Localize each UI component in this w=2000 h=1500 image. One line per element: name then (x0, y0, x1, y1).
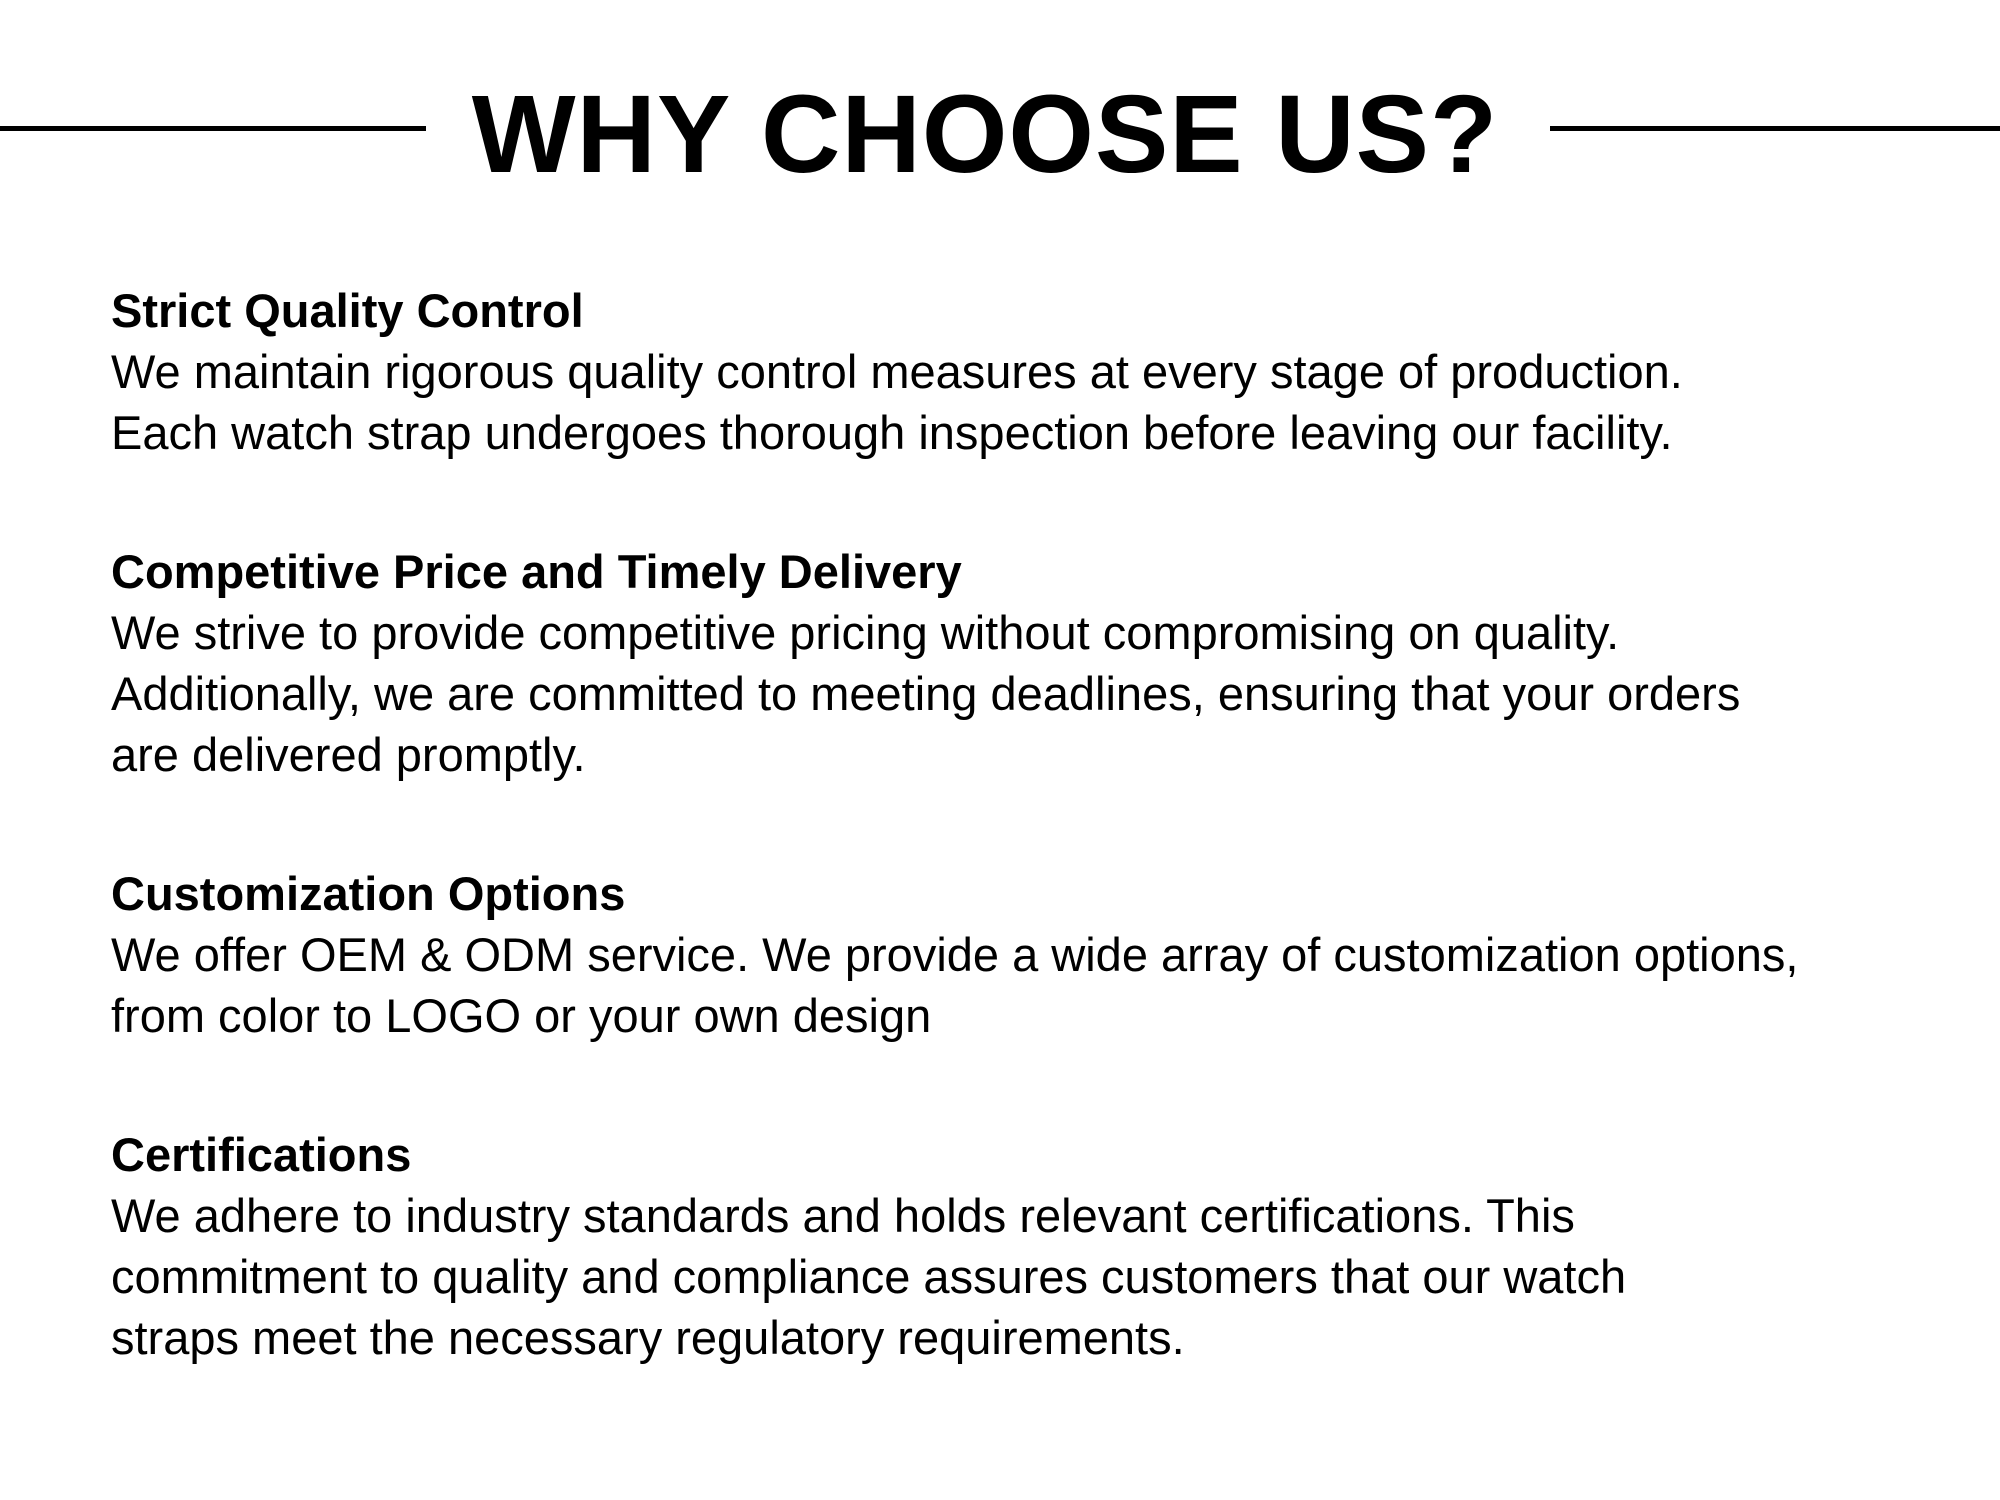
section-quality-control (111, 280, 1971, 463)
body-line: commitment to quality and compliance assures customers that our watch (111, 1250, 1627, 1303)
body-line: from color to LOGO or your own design (111, 989, 932, 1042)
body-line: Additionally, we are committed to meeting deadlines, ensuring that your orders (111, 667, 1741, 720)
body-line: Each watch strap undergoes thorough inspection before leaving our facility. (111, 406, 1673, 459)
section-price-delivery (111, 541, 1971, 785)
body-line: We maintain rigorous quality control measures at every stage of production. (111, 345, 1683, 398)
page-header (0, 75, 2000, 195)
section-heading: Certifications (111, 1128, 412, 1181)
section-customization (111, 863, 1971, 1046)
body-line: We strive to provide competitive pricing without compromising on quality. (111, 606, 1620, 659)
body-line: are delivered promptly. (111, 728, 586, 781)
section-body (111, 924, 1971, 1046)
section-heading: Strict Quality Control (111, 284, 584, 337)
body-line: straps meet the necessary regulatory requirements. (111, 1311, 1185, 1364)
right-divider-line (1550, 126, 2000, 131)
section-certifications (111, 1124, 1971, 1368)
body-line: We adhere to industry standards and holds relevant certifications. This (111, 1189, 1575, 1242)
section-heading: Competitive Price and Timely Delivery (111, 545, 962, 598)
section-body (111, 602, 1971, 785)
reasons-list (111, 280, 1971, 1446)
section-body (111, 1185, 1971, 1368)
page-title: WHY CHOOSE US? (471, 73, 1499, 196)
body-line: We offer OEM & ODM service. We provide a wide array of customization options, (111, 928, 1799, 981)
section-body (111, 341, 1971, 463)
section-heading: Customization Options (111, 867, 626, 920)
